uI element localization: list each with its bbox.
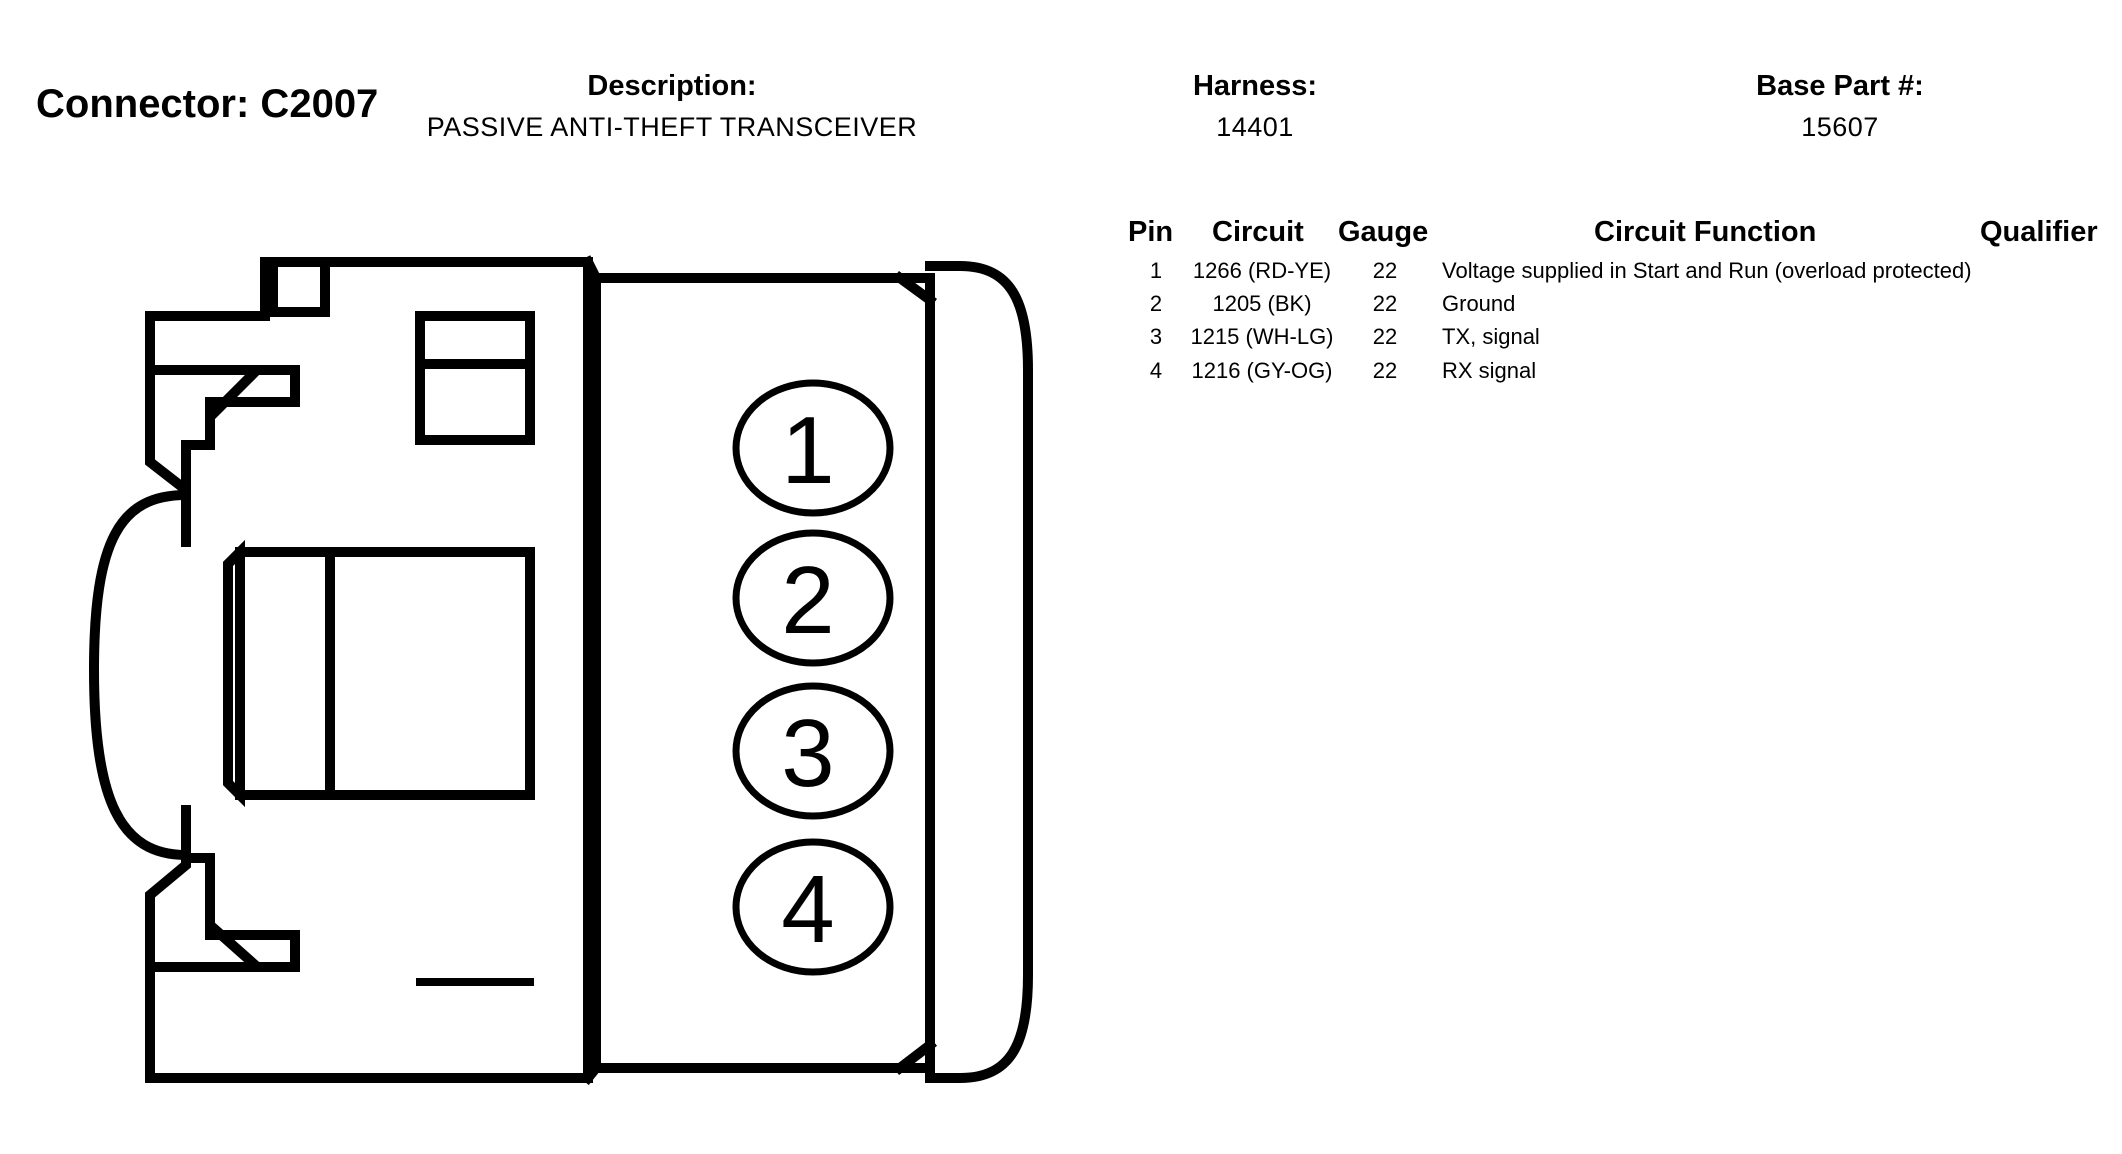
upper-hook: [150, 370, 186, 490]
col-header-qualifier: Qualifier: [1980, 216, 2098, 248]
top-tab: [273, 265, 325, 312]
latch-window: [240, 552, 530, 795]
pin-cell: 4: [1149, 358, 1163, 383]
lower-hook: [150, 858, 186, 967]
col-header-gauge: Gauge: [1338, 216, 1429, 248]
circuit-cell: 1216 (GY-OG): [1191, 358, 1333, 383]
function-cell: TX, signal: [1442, 324, 1540, 349]
base-part-label: Base Part #:: [1756, 70, 1924, 102]
gauge-cell: 22: [1372, 324, 1398, 349]
pin-cell: 3: [1149, 324, 1163, 349]
function-cell: Ground: [1442, 291, 1516, 316]
function-cell: RX signal: [1442, 358, 1537, 383]
pin-cell: 2: [1149, 291, 1163, 316]
left-latch-bulge: [94, 495, 186, 855]
latch-housing-outline: [150, 262, 588, 1078]
description-label: Description:: [587, 70, 757, 102]
col-header-function: Circuit Function: [1594, 216, 1817, 248]
circuit-cell: 1215 (WH-LG): [1190, 324, 1334, 349]
top-window: [420, 316, 530, 440]
upper-hook-inner: [210, 372, 255, 445]
pin-cell: 1: [1149, 258, 1163, 283]
circuit-cell: 1266 (RD-YE): [1192, 258, 1332, 283]
gauge-cell: 22: [1372, 358, 1398, 383]
harness-label: Harness:: [1192, 70, 1318, 102]
col-header-pin: Pin: [1128, 216, 1174, 248]
base-part-value: 15607: [1801, 112, 1879, 142]
pin-number-4: 4: [781, 856, 835, 963]
circuit-cell: 1205 (BK): [1212, 291, 1312, 316]
function-cell: Voltage supplied in Start and Run (overload protected): [1442, 258, 1972, 283]
pin-number-3: 3: [781, 700, 835, 807]
harness-value: 14401: [1216, 112, 1294, 142]
connector-title: Connector: C2007: [36, 82, 379, 126]
pin-number-1: 1: [781, 397, 835, 504]
gauge-cell: 22: [1372, 258, 1398, 283]
right-cap: [930, 266, 1028, 1078]
description-value: PASSIVE ANTI-THEFT TRANSCEIVER: [426, 112, 918, 142]
pin-number-2: 2: [781, 547, 835, 654]
col-header-circuit: Circuit: [1212, 216, 1304, 248]
gauge-cell: 22: [1372, 291, 1398, 316]
